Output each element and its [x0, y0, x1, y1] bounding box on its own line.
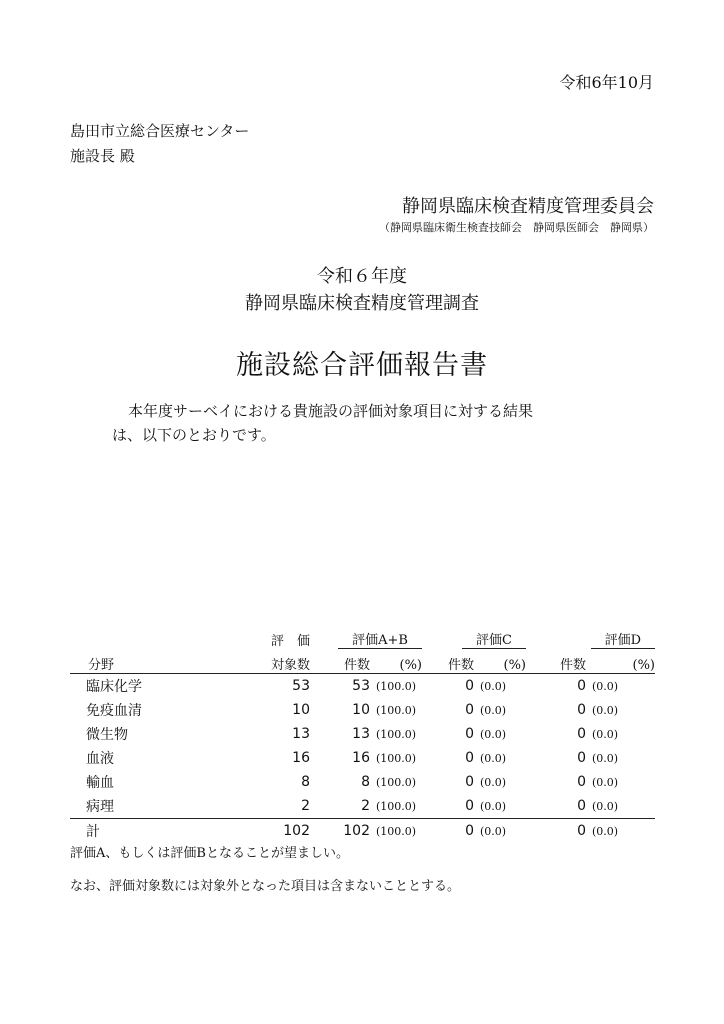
c-count-cell: 0 [465, 702, 474, 718]
d-pct-cell: (0.0) [592, 727, 619, 741]
ab-count-header: 件数 [310, 649, 370, 674]
target-count-cell: 8 [301, 774, 310, 790]
results-table [70, 625, 655, 843]
c-count-cell: 0 [465, 678, 474, 694]
recipient-institution: 島田市立総合医療センター [70, 122, 250, 140]
c-pct-cell: (0.0) [480, 751, 507, 765]
note-desirable-evaluation: 評価A、もしくは評価Bとなることが望ましい。 [70, 846, 349, 861]
c-pct-cell: (0.0) [480, 679, 507, 693]
c-count-cell: 0 [465, 774, 474, 790]
eval-target-header-bottom: 対象数 [210, 649, 310, 674]
field-header: 分野 [70, 649, 210, 674]
survey-year: 令和６年度 [317, 266, 407, 287]
ab-pct-cell: (100.0) [376, 799, 417, 813]
d-pct-cell: (0.0) [592, 775, 619, 789]
ab-count-cell: 10 [352, 702, 370, 718]
total-c-pct: (0.0) [474, 819, 526, 844]
d-pct-cell: (0.0) [592, 799, 619, 813]
group-ab-header: 評価A+B [338, 629, 422, 649]
d-pct-header: (%) [586, 649, 655, 674]
issuer-affiliations: （静岡県臨床衛生検査技師会 静岡県医師会 静岡県） [379, 221, 654, 234]
c-count-cell: 0 [465, 750, 474, 766]
ab-count-cell: 13 [352, 726, 370, 742]
intro-line-2: は、以下のとおりです。 [112, 426, 276, 444]
table-row [70, 722, 655, 746]
target-count-cell: 2 [301, 798, 310, 814]
table-row [70, 698, 655, 722]
field-cell: 微生物 [86, 727, 128, 743]
d-pct-cell: (0.0) [592, 703, 619, 717]
note-excluded-items: なお、評価対象数には対象外となった項目は含まないこととする。 [70, 879, 461, 894]
total-ab-count: 102 [310, 819, 370, 844]
c-count-cell: 0 [465, 798, 474, 814]
header-row-bottom [70, 649, 655, 674]
report-date: 令和6年10月 [559, 73, 654, 92]
d-count-cell: 0 [577, 750, 586, 766]
c-count-header: 件数 [422, 649, 474, 674]
d-count-cell: 0 [577, 678, 586, 694]
issuer-name: 静岡県臨床検査精度管理委員会 [402, 196, 654, 217]
d-count-cell: 0 [577, 702, 586, 718]
field-cell: 血液 [86, 751, 114, 767]
group-d-header: 評価D [591, 629, 655, 649]
group-c-header: 評価C [462, 629, 526, 649]
c-pct-cell: (0.0) [480, 799, 507, 813]
ab-pct-cell: (100.0) [376, 679, 417, 693]
c-pct-cell: (0.0) [480, 703, 507, 717]
d-pct-cell: (0.0) [592, 751, 619, 765]
field-cell: 輸血 [86, 775, 114, 791]
ab-pct-cell: (100.0) [376, 703, 417, 717]
target-count-cell: 16 [292, 750, 310, 766]
c-pct-cell: (0.0) [480, 727, 507, 741]
ab-pct-cell: (100.0) [376, 775, 417, 789]
target-count-cell: 13 [292, 726, 310, 742]
d-count-cell: 0 [577, 726, 586, 742]
table-row [70, 746, 655, 770]
ab-pct-cell: (100.0) [376, 727, 417, 741]
c-pct-header: (%) [474, 649, 526, 674]
intro-line-1: 本年度サーベイにおける貴施設の評価対象項目に対する結果 [128, 402, 534, 420]
ab-pct-cell: (100.0) [376, 751, 417, 765]
field-cell: 臨床化学 [86, 679, 142, 695]
table-row [70, 770, 655, 794]
table-row [70, 674, 655, 699]
target-count-cell: 10 [292, 702, 310, 718]
intro-paragraph [112, 399, 592, 447]
recipient-title: 施設長 殿 [70, 147, 135, 165]
field-cell: 病理 [86, 799, 114, 815]
total-c-count: 0 [422, 819, 474, 844]
c-pct-cell: (0.0) [480, 775, 507, 789]
ab-count-cell: 8 [361, 774, 370, 790]
total-target-count: 102 [210, 819, 310, 844]
total-d-pct: (0.0) [586, 819, 655, 844]
ab-count-cell: 2 [361, 798, 370, 814]
d-count-cell: 0 [577, 774, 586, 790]
d-pct-cell: (0.0) [592, 679, 619, 693]
survey-name: 静岡県臨床検査精度管理調査 [245, 293, 479, 314]
d-count-header: 件数 [526, 649, 586, 674]
total-row [70, 819, 655, 844]
c-count-cell: 0 [465, 726, 474, 742]
ab-count-cell: 16 [352, 750, 370, 766]
total-label: 計 [70, 819, 210, 844]
ab-count-cell: 53 [352, 678, 370, 694]
header-row-top [70, 625, 655, 649]
total-ab-pct: (100.0) [370, 819, 422, 844]
d-count-cell: 0 [577, 798, 586, 814]
total-d-count: 0 [526, 819, 586, 844]
ab-pct-header: (%) [370, 649, 422, 674]
report-title: 施設総合評価報告書 [236, 350, 488, 381]
field-cell: 免疫血清 [86, 703, 142, 719]
table-row [70, 794, 655, 819]
eval-target-header-top: 評 価 [270, 634, 310, 649]
target-count-cell: 53 [292, 678, 310, 694]
